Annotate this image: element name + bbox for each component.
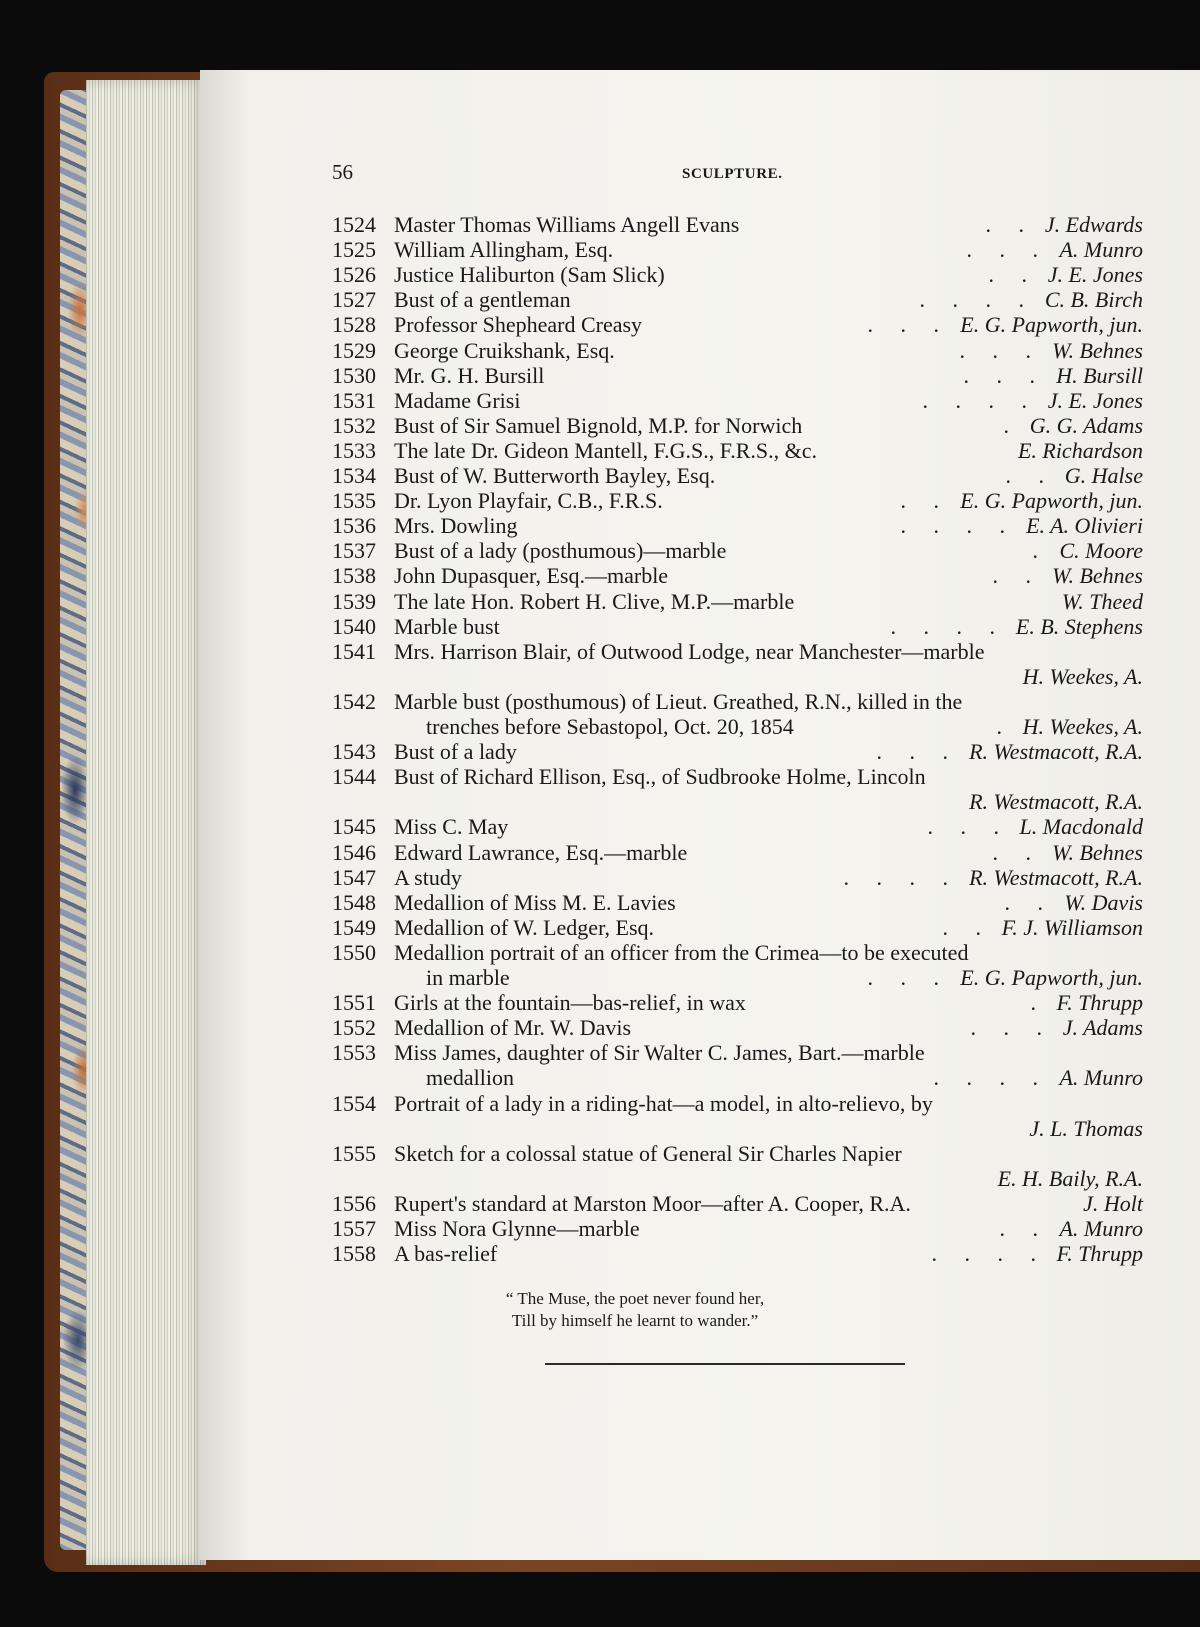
leader-dots: . . . . — [922, 387, 1038, 413]
artist-name: J. E. Jones — [1047, 262, 1143, 288]
leader-dots: . . — [1004, 889, 1054, 915]
entry-title: Professor Shepheard Creasy — [394, 312, 643, 338]
artist-name: E. B. Stephens — [1015, 613, 1143, 639]
entry-title: Bust of Sir Samuel Bignold, M.P. for Norwich — [394, 412, 803, 438]
entry-number: 1545 — [332, 814, 376, 840]
entry-title: Rupert's standard at Marston Moor—after A. Cooper, R.A. — [394, 1190, 911, 1216]
catalogue-line — [0, 538, 1200, 564]
entry-title: A bas-relief — [394, 1241, 498, 1267]
catalogue-line — [0, 363, 1200, 389]
entry-number: 1532 — [332, 412, 376, 438]
artist-name: G. Halse — [1064, 463, 1143, 488]
entry-title: Master Thomas Williams Angell Evans — [394, 212, 740, 237]
entry-title: Justice Haliburton (Sam Slick) — [394, 262, 665, 288]
entry-number: 1550 — [332, 939, 376, 965]
entry-number: 1531 — [332, 387, 376, 413]
entry-title: The late Hon. Robert H. Clive, M.P.—marble — [394, 588, 795, 614]
leader-dots: . . . — [876, 739, 959, 765]
catalogue-line — [0, 1091, 1200, 1117]
catalogue-line — [0, 287, 1200, 313]
entry-number: 1544 — [332, 764, 376, 790]
entry-number: 1540 — [332, 613, 376, 639]
artist-name: W. Theed — [1061, 588, 1143, 614]
artist-name: W. Davis — [1064, 889, 1143, 915]
artist-name: F. Thrupp — [1056, 1241, 1143, 1267]
entry-number: 1546 — [332, 839, 376, 865]
catalogue-line — [0, 614, 1200, 640]
entry-title: Miss Nora Glynne—marble — [394, 1216, 640, 1241]
leader-dots: . . — [900, 488, 950, 514]
entry-title: Girls at the fountain—bas-relief, in wax — [394, 990, 746, 1016]
entry-number: 1528 — [332, 312, 376, 338]
catalogue-line — [0, 915, 1200, 941]
catalogue-line — [0, 338, 1200, 364]
leader-dots: . . . — [867, 312, 950, 338]
catalogue-line — [0, 739, 1200, 765]
catalogue-line — [0, 1241, 1200, 1267]
catalogue-line — [0, 212, 1200, 238]
catalogue-line — [0, 589, 1200, 615]
entry-title: Medallion of Mr. W. Davis — [394, 1015, 632, 1041]
entry-title: Sketch for a colossal statue of General Sir Charles Napier — [394, 1140, 902, 1166]
artist-name: J. Holt — [1083, 1190, 1143, 1216]
entry-title: in marble — [426, 965, 510, 990]
catalogue-line — [0, 764, 1200, 790]
leader-dots: . . . . — [931, 1241, 1047, 1267]
artist-name: C. B. Birch — [1044, 287, 1143, 313]
artist-name: J. L. Thomas — [1029, 1115, 1143, 1141]
entry-title: Mr. G. H. Bursill — [394, 362, 545, 388]
leader-dots: . . . . — [919, 287, 1035, 313]
artist-name: L. Macdonald — [1019, 814, 1143, 840]
artist-name: H. Weekes, A. — [1022, 663, 1143, 689]
catalogue-line — [0, 1216, 1200, 1242]
catalogue-line — [0, 563, 1200, 589]
catalogue-line — [0, 1065, 1200, 1091]
entry-number: 1539 — [332, 588, 376, 614]
entry-title: Miss James, daughter of Sir Walter C. James, Bart.—marble — [394, 1040, 925, 1066]
catalogue-line — [0, 1166, 1200, 1192]
catalogue-line — [0, 488, 1200, 514]
leader-dots: . — [1030, 990, 1047, 1016]
catalogue-line — [0, 639, 1200, 665]
catalogue-line — [0, 312, 1200, 338]
entry-number: 1548 — [332, 889, 376, 915]
artist-name: W. Behnes — [1052, 563, 1143, 589]
leader-dots: . . . . — [843, 864, 959, 890]
catalogue-line — [0, 262, 1200, 288]
leader-dots: . . . . — [890, 613, 1006, 639]
artist-name: R. Westmacott, R.A. — [969, 789, 1143, 815]
artist-name: A. Munro — [1059, 1065, 1143, 1091]
catalogue-line — [0, 513, 1200, 539]
closing-rule — [545, 1363, 905, 1365]
catalogue-line — [0, 463, 1200, 489]
entry-title: Edward Lawrance, Esq.—marble — [394, 839, 688, 865]
leader-dots: . — [996, 714, 1013, 739]
artist-name: W. Behnes — [1052, 337, 1143, 363]
entry-number: 1555 — [332, 1140, 376, 1166]
artist-name: J. E. Jones — [1047, 387, 1143, 413]
leader-dots: . . — [999, 1216, 1049, 1241]
catalogue-line — [0, 940, 1200, 966]
entry-title: Miss C. May — [394, 814, 509, 840]
entry-number: 1551 — [332, 990, 376, 1016]
artist-name: J. Adams — [1062, 1015, 1143, 1041]
entry-number: 1558 — [332, 1241, 376, 1267]
artist-name: E. G. Papworth, jun. — [960, 488, 1143, 514]
artist-name: R. Westmacott, R.A. — [969, 739, 1143, 765]
leader-dots: . . . — [867, 965, 950, 990]
leader-dots: . . . — [959, 337, 1042, 363]
entry-number: 1542 — [332, 688, 376, 714]
entry-number: 1534 — [332, 463, 376, 488]
entry-number: 1549 — [332, 914, 376, 940]
entry-title: Bust of Richard Ellison, Esq., of Sudbrooke Holme, Lincoln — [394, 764, 926, 790]
entry-number: 1535 — [332, 488, 376, 514]
entry-title: A study — [394, 864, 462, 890]
entry-number: 1525 — [332, 237, 376, 263]
leader-dots: . . — [992, 839, 1042, 865]
catalogue-line — [0, 965, 1200, 991]
entry-title: Mrs. Dowling — [394, 513, 518, 539]
entry-number: 1547 — [332, 864, 376, 890]
catalogue-line — [0, 237, 1200, 263]
entry-number: 1552 — [332, 1015, 376, 1041]
leader-dots: . . . . — [900, 513, 1016, 539]
entry-title: Medallion portrait of an officer from the Crimea—to be executed — [394, 939, 969, 965]
artist-name: W. Behnes — [1052, 839, 1143, 865]
artist-name: E. G. Papworth, jun. — [960, 965, 1143, 990]
entry-title: Madame Grisi — [394, 387, 521, 413]
artist-name: E. Richardson — [1017, 437, 1143, 463]
entry-number: 1541 — [332, 638, 376, 664]
entry-number: 1524 — [332, 212, 376, 237]
catalogue-line — [0, 413, 1200, 439]
entry-title: trenches before Sebastopol, Oct. 20, 1854 — [426, 714, 794, 739]
running-head: SCULPTURE. — [682, 166, 783, 182]
catalogue-line — [0, 814, 1200, 840]
entry-title: Bust of a lady (posthumous)—marble — [394, 538, 727, 564]
page-number: 56 — [332, 160, 353, 184]
entry-title: Bust of W. Butterworth Bayley, Esq. — [394, 463, 716, 488]
artist-name: H. Bursill — [1056, 362, 1143, 388]
entry-number: 1526 — [332, 262, 376, 288]
entry-title: medallion — [426, 1065, 514, 1091]
entry-title: Medallion of W. Ledger, Esq. — [394, 914, 655, 940]
artist-name: A. Munro — [1059, 1216, 1143, 1241]
leader-dots: . — [1032, 538, 1049, 564]
artist-name: F. Thrupp — [1056, 990, 1143, 1016]
entry-title: Bust of a gentleman — [394, 287, 571, 313]
artist-name: A. Munro — [1059, 237, 1143, 263]
entry-number: 1556 — [332, 1190, 376, 1216]
entry-title: Portrait of a lady in a riding-hat—a model, in alto-relievo, by — [394, 1090, 933, 1116]
entry-number: 1554 — [332, 1090, 376, 1116]
leader-dots: . . . — [927, 814, 1010, 840]
leader-dots: . . — [1005, 463, 1055, 488]
catalogue-line — [0, 664, 1200, 690]
leader-dots: . . . — [963, 362, 1046, 388]
leader-dots: . . . — [966, 237, 1049, 263]
entry-number: 1529 — [332, 337, 376, 363]
catalogue-line — [0, 1191, 1200, 1217]
artist-name: H. Weekes, A. — [1022, 714, 1143, 739]
entry-number: 1543 — [332, 739, 376, 765]
entry-number: 1533 — [332, 437, 376, 463]
entry-title: Bust of a lady — [394, 739, 517, 765]
catalogue-line — [0, 1040, 1200, 1066]
catalogue-line — [0, 1116, 1200, 1142]
artist-name: G. G. Adams — [1029, 412, 1143, 438]
entry-title: George Cruikshank, Esq. — [394, 337, 615, 363]
entry-title: John Dupasquer, Esq.—marble — [394, 563, 669, 589]
leader-dots: . . — [988, 262, 1038, 288]
artist-name: E. G. Papworth, jun. — [960, 312, 1143, 338]
catalogue-line — [0, 1015, 1200, 1041]
artist-name: E. H. Baily, R.A. — [997, 1165, 1143, 1191]
entry-title: Marble bust — [394, 613, 500, 639]
entry-title: Medallion of Miss M. E. Lavies — [394, 889, 676, 915]
catalogue-line — [0, 714, 1200, 740]
entry-number: 1527 — [332, 287, 376, 313]
artist-name: E. A. Olivieri — [1026, 513, 1143, 539]
catalogue-line — [0, 789, 1200, 815]
catalogue-line — [0, 865, 1200, 891]
entry-title: William Allingham, Esq. — [394, 237, 614, 263]
catalogue-line — [0, 438, 1200, 464]
entry-title: The late Dr. Gideon Mantell, F.G.S., F.R.S., &c. — [394, 437, 818, 463]
leader-dots: . . — [985, 212, 1035, 237]
catalogue-line — [0, 840, 1200, 866]
entry-number: 1537 — [332, 538, 376, 564]
artist-name: F. J. Williamson — [1001, 914, 1143, 940]
artist-name: C. Moore — [1059, 538, 1143, 564]
artist-name: J. Edwards — [1044, 212, 1143, 237]
entry-title: Marble bust (posthumous) of Lieut. Greathed, R.N., killed in the — [394, 688, 963, 714]
entry-number: 1557 — [332, 1216, 376, 1241]
quote-line-1: “ The Muse, the poet never found her, — [505, 1289, 765, 1308]
artist-name: R. Westmacott, R.A. — [969, 864, 1143, 890]
leader-dots: . . . . — [933, 1065, 1049, 1091]
catalogue-line — [0, 1141, 1200, 1167]
leader-dots: . . — [942, 914, 992, 940]
entry-title: Mrs. Harrison Blair, of Outwood Lodge, near Manchester—marble — [394, 638, 985, 664]
leader-dots: . . . — [970, 1015, 1053, 1041]
catalogue-line — [0, 388, 1200, 414]
catalogue-line — [0, 990, 1200, 1016]
catalogue-line — [0, 890, 1200, 916]
entry-number: 1530 — [332, 362, 376, 388]
entry-title: Dr. Lyon Playfair, C.B., F.R.S. — [394, 488, 663, 514]
entry-number: 1538 — [332, 563, 376, 589]
catalogue-line — [0, 689, 1200, 715]
entry-number: 1553 — [332, 1040, 376, 1066]
leader-dots: . — [1003, 412, 1020, 438]
leader-dots: . . — [992, 563, 1042, 589]
quote-line-2: Till by himself he learnt to wander.” — [511, 1311, 759, 1330]
entry-number: 1536 — [332, 513, 376, 539]
